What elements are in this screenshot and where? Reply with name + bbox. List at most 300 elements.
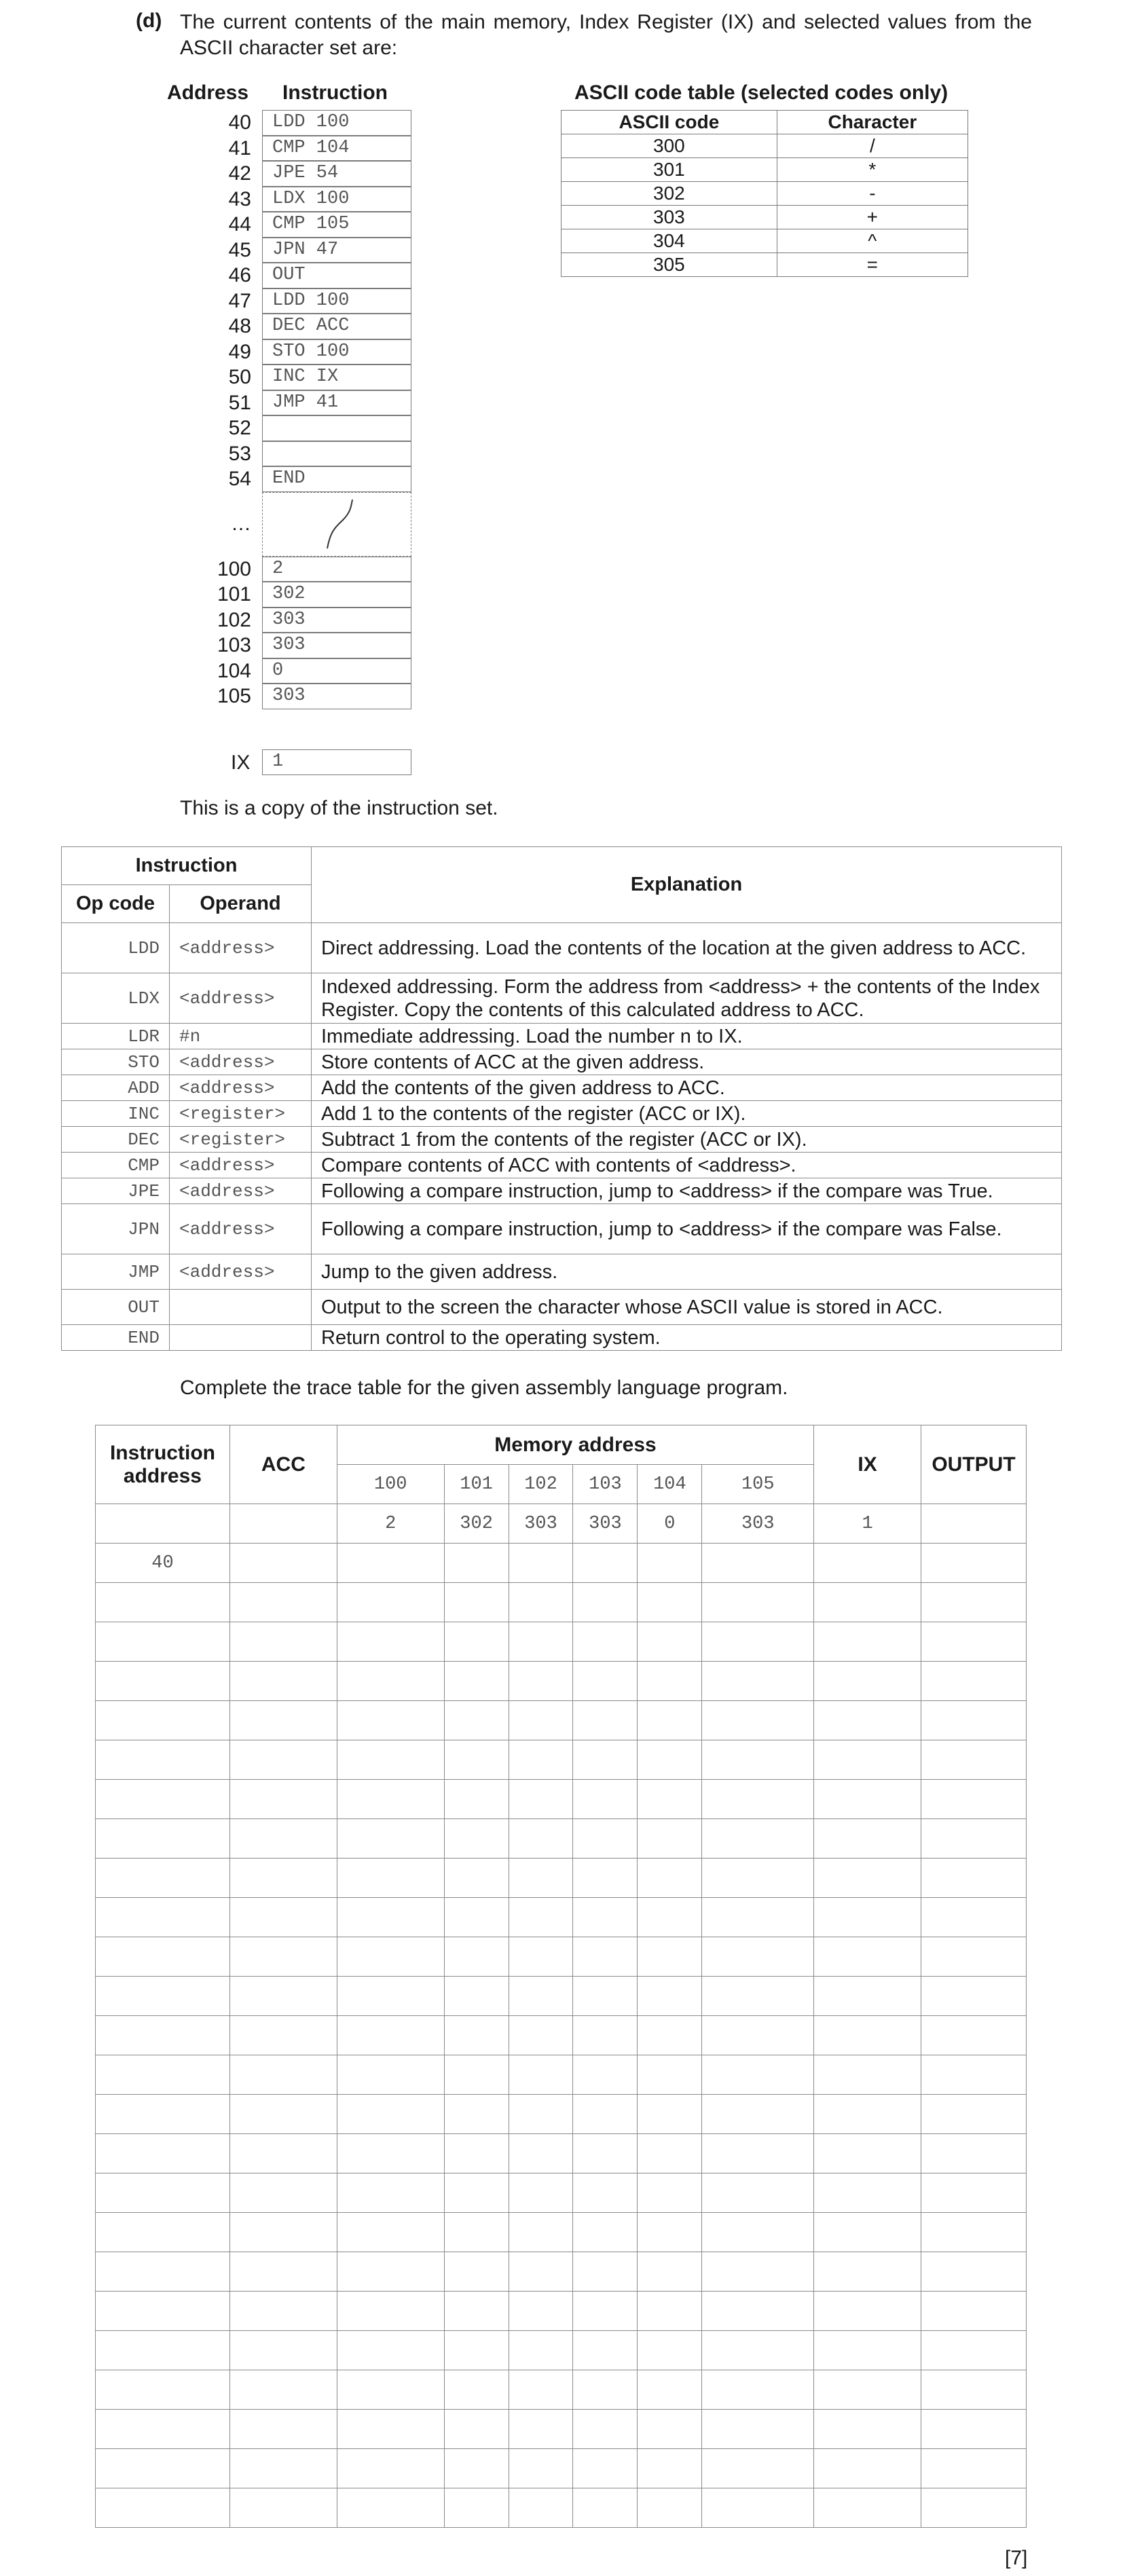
trace-cell[interactable] bbox=[638, 2370, 702, 2410]
trace-cell[interactable] bbox=[921, 2055, 1026, 2095]
ascii-code-header: ASCII code bbox=[562, 111, 777, 134]
trace-cell[interactable] bbox=[573, 2134, 638, 2173]
trace-cell[interactable] bbox=[814, 2370, 921, 2410]
trace-cell[interactable] bbox=[509, 1977, 573, 2016]
trace-cell[interactable] bbox=[96, 1898, 230, 1937]
trace-cell[interactable] bbox=[638, 2449, 702, 2488]
trace-cell[interactable] bbox=[509, 2410, 573, 2449]
trace-cell[interactable] bbox=[638, 1583, 702, 1622]
trace-cell[interactable] bbox=[814, 2488, 921, 2528]
trace-cell[interactable] bbox=[638, 1819, 702, 1859]
trace-cell[interactable] bbox=[814, 2252, 921, 2292]
trace-cell[interactable] bbox=[444, 1583, 509, 1622]
trace-cell[interactable] bbox=[96, 2095, 230, 2134]
trace-row bbox=[96, 2488, 1027, 2528]
trace-cell[interactable] bbox=[814, 2331, 921, 2370]
trace-cell[interactable] bbox=[702, 1622, 814, 1662]
trace-cell[interactable] bbox=[573, 2055, 638, 2095]
trace-cell[interactable] bbox=[921, 1544, 1026, 1583]
trace-cell[interactable] bbox=[702, 2055, 814, 2095]
trace-cell[interactable] bbox=[444, 1977, 509, 2016]
trace-cell[interactable] bbox=[229, 2016, 337, 2055]
trace-cell[interactable] bbox=[337, 1937, 444, 1977]
trace-cell[interactable] bbox=[814, 2213, 921, 2252]
trace-cell[interactable] bbox=[921, 2370, 1026, 2410]
question-label: (d) bbox=[136, 10, 162, 32]
trace-cell[interactable] bbox=[814, 2449, 921, 2488]
trace-cell[interactable] bbox=[229, 2173, 337, 2213]
trace-row bbox=[96, 1898, 1027, 1937]
trace-cell[interactable] bbox=[96, 2370, 230, 2410]
trace-cell[interactable] bbox=[638, 2410, 702, 2449]
trace-cell[interactable] bbox=[444, 2055, 509, 2095]
trace-cell[interactable] bbox=[509, 1859, 573, 1898]
trace-cell[interactable] bbox=[509, 2055, 573, 2095]
trace-cell[interactable] bbox=[337, 1780, 444, 1819]
trace-cell[interactable] bbox=[96, 2410, 230, 2449]
trace-cell[interactable] bbox=[96, 1740, 230, 1780]
trace-cell[interactable] bbox=[638, 2331, 702, 2370]
trace-cell[interactable] bbox=[96, 2173, 230, 2213]
trace-cell[interactable] bbox=[337, 1662, 444, 1701]
trace-cell[interactable] bbox=[337, 2331, 444, 2370]
trace-cell[interactable] bbox=[229, 2410, 337, 2449]
trace-cell[interactable] bbox=[921, 2252, 1026, 2292]
ascii-char: / bbox=[777, 134, 968, 158]
memory-address: 51 bbox=[228, 391, 251, 414]
trace-cell[interactable] bbox=[444, 1740, 509, 1780]
trace-cell[interactable] bbox=[444, 1859, 509, 1898]
trace-cell[interactable] bbox=[444, 2488, 509, 2528]
trace-cell[interactable] bbox=[638, 1780, 702, 1819]
trace-cell[interactable] bbox=[814, 1859, 921, 1898]
trace-cell[interactable] bbox=[638, 2095, 702, 2134]
memory-address: 49 bbox=[228, 340, 251, 363]
trace-cell[interactable] bbox=[337, 1583, 444, 1622]
trace-cell[interactable] bbox=[573, 2488, 638, 2528]
trace-cell[interactable] bbox=[573, 1859, 638, 1898]
trace-cell[interactable] bbox=[337, 2292, 444, 2331]
operand: <address> bbox=[170, 1153, 312, 1178]
trace-cell[interactable] bbox=[702, 2410, 814, 2449]
ascii-row bbox=[562, 229, 968, 253]
trace-cell[interactable] bbox=[702, 2095, 814, 2134]
trace-cell[interactable] bbox=[814, 1662, 921, 1701]
trace-cell[interactable] bbox=[96, 1701, 230, 1740]
trace-cell[interactable] bbox=[337, 2134, 444, 2173]
trace-cell[interactable] bbox=[509, 1740, 573, 1780]
trace-cell[interactable] bbox=[444, 2331, 509, 2370]
trace-cell[interactable] bbox=[337, 2213, 444, 2252]
instruction-header: Instruction bbox=[62, 847, 312, 885]
trace-cell[interactable] bbox=[702, 1544, 814, 1583]
trace-cell[interactable] bbox=[444, 2410, 509, 2449]
trace-cell[interactable] bbox=[337, 2055, 444, 2095]
trace-initial-row bbox=[96, 1504, 1027, 1544]
opcode: JMP bbox=[62, 1254, 170, 1290]
trace-cell[interactable] bbox=[229, 2213, 337, 2252]
trace-cell[interactable] bbox=[573, 2449, 638, 2488]
memory-column-header: 104 bbox=[638, 1465, 702, 1504]
trace-cell[interactable] bbox=[337, 2370, 444, 2410]
character-header: Character bbox=[777, 111, 968, 134]
trace-cell[interactable] bbox=[229, 1504, 337, 1544]
trace-cell[interactable] bbox=[96, 1859, 230, 1898]
trace-cell[interactable] bbox=[509, 2331, 573, 2370]
trace-cell[interactable] bbox=[337, 1977, 444, 2016]
trace-cell[interactable] bbox=[444, 1780, 509, 1819]
trace-cell[interactable] bbox=[814, 1977, 921, 2016]
trace-cell[interactable] bbox=[573, 2095, 638, 2134]
trace-cell[interactable] bbox=[509, 1898, 573, 1937]
instruction-row bbox=[62, 1049, 1062, 1075]
trace-cell[interactable] bbox=[814, 2292, 921, 2331]
trace-cell[interactable] bbox=[229, 1740, 337, 1780]
trace-cell[interactable] bbox=[573, 1977, 638, 2016]
memory-address: 103 bbox=[217, 634, 251, 656]
trace-cell[interactable] bbox=[444, 1819, 509, 1859]
trace-cell[interactable] bbox=[337, 2173, 444, 2213]
memory-column-header: 105 bbox=[702, 1465, 814, 1504]
trace-cell[interactable] bbox=[444, 2095, 509, 2134]
trace-cell[interactable] bbox=[229, 1583, 337, 1622]
trace-cell[interactable] bbox=[921, 1583, 1026, 1622]
trace-cell[interactable] bbox=[229, 2095, 337, 2134]
trace-cell[interactable] bbox=[638, 1977, 702, 2016]
trace-cell[interactable] bbox=[444, 2449, 509, 2488]
trace-cell[interactable] bbox=[509, 1780, 573, 1819]
trace-cell[interactable] bbox=[702, 1937, 814, 1977]
trace-cell[interactable] bbox=[921, 1740, 1026, 1780]
trace-cell[interactable] bbox=[96, 2055, 230, 2095]
trace-cell[interactable] bbox=[229, 2055, 337, 2095]
trace-cell[interactable] bbox=[638, 2016, 702, 2055]
trace-cell[interactable] bbox=[96, 2488, 230, 2528]
trace-cell[interactable] bbox=[573, 1740, 638, 1780]
trace-cell[interactable] bbox=[509, 1662, 573, 1701]
memory-gap bbox=[262, 492, 411, 557]
trace-cell[interactable] bbox=[229, 2370, 337, 2410]
trace-cell[interactable] bbox=[702, 1977, 814, 2016]
trace-cell[interactable] bbox=[509, 1937, 573, 1977]
trace-cell[interactable] bbox=[814, 1780, 921, 1819]
trace-cell[interactable] bbox=[921, 2331, 1026, 2370]
trace-cell[interactable] bbox=[638, 1662, 702, 1701]
trace-cell[interactable] bbox=[573, 1701, 638, 1740]
trace-cell[interactable] bbox=[229, 1937, 337, 1977]
trace-row bbox=[96, 1937, 1027, 1977]
trace-cell[interactable] bbox=[921, 2410, 1026, 2449]
trace-cell[interactable] bbox=[702, 1583, 814, 1622]
trace-cell[interactable] bbox=[638, 2252, 702, 2292]
trace-cell[interactable] bbox=[444, 2252, 509, 2292]
trace-cell[interactable] bbox=[509, 2252, 573, 2292]
trace-cell[interactable] bbox=[921, 1859, 1026, 1898]
trace-cell[interactable] bbox=[444, 1701, 509, 1740]
instruction-row bbox=[62, 1204, 1062, 1254]
memory-address: 52 bbox=[228, 417, 251, 439]
trace-cell[interactable] bbox=[444, 2292, 509, 2331]
trace-cell[interactable] bbox=[229, 1859, 337, 1898]
trace-cell[interactable] bbox=[573, 1780, 638, 1819]
trace-cell[interactable] bbox=[96, 2016, 230, 2055]
trace-cell[interactable] bbox=[702, 1662, 814, 1701]
trace-cell[interactable] bbox=[638, 1740, 702, 1780]
trace-cell[interactable] bbox=[96, 1819, 230, 1859]
explanation: Following a compare instruction, jump to <address> if the compare was False. bbox=[312, 1204, 1062, 1254]
trace-cell[interactable] bbox=[573, 2173, 638, 2213]
trace-cell[interactable] bbox=[702, 2213, 814, 2252]
trace-cell[interactable] bbox=[509, 1701, 573, 1740]
trace-cell[interactable] bbox=[337, 1701, 444, 1740]
trace-cell[interactable] bbox=[702, 2134, 814, 2173]
trace-cell[interactable] bbox=[573, 2213, 638, 2252]
trace-cell[interactable] bbox=[814, 2410, 921, 2449]
opcode: INC bbox=[62, 1101, 170, 1127]
trace-cell[interactable] bbox=[444, 1937, 509, 1977]
trace-cell[interactable] bbox=[337, 2410, 444, 2449]
trace-cell[interactable] bbox=[96, 1977, 230, 2016]
trace-cell[interactable] bbox=[96, 1583, 230, 1622]
trace-cell[interactable] bbox=[229, 2134, 337, 2173]
trace-cell[interactable] bbox=[638, 2213, 702, 2252]
trace-cell[interactable] bbox=[814, 2016, 921, 2055]
trace-cell[interactable] bbox=[229, 1819, 337, 1859]
trace-cell[interactable] bbox=[814, 2173, 921, 2213]
trace-cell[interactable] bbox=[444, 1898, 509, 1937]
trace-cell[interactable] bbox=[229, 2488, 337, 2528]
trace-cell[interactable] bbox=[638, 2173, 702, 2213]
trace-cell[interactable] bbox=[921, 1977, 1026, 2016]
trace-first-instruction[interactable]: 40 bbox=[96, 1544, 230, 1583]
trace-cell[interactable] bbox=[573, 1662, 638, 1701]
trace-cell[interactable] bbox=[509, 2016, 573, 2055]
trace-cell[interactable] bbox=[573, 2292, 638, 2331]
trace-cell[interactable] bbox=[96, 2252, 230, 2292]
trace-cell[interactable] bbox=[921, 1504, 1026, 1544]
trace-cell[interactable] bbox=[921, 2173, 1026, 2213]
trace-cell[interactable] bbox=[229, 2252, 337, 2292]
trace-cell[interactable] bbox=[921, 2449, 1026, 2488]
memory-cell: LDD 100 bbox=[262, 288, 411, 314]
trace-cell[interactable] bbox=[702, 1780, 814, 1819]
trace-cell[interactable] bbox=[96, 1662, 230, 1701]
trace-cell[interactable] bbox=[638, 1701, 702, 1740]
memory-address: 46 bbox=[228, 264, 251, 286]
trace-cell[interactable] bbox=[814, 1937, 921, 1977]
trace-cell[interactable] bbox=[337, 2016, 444, 2055]
trace-cell[interactable] bbox=[337, 1859, 444, 1898]
trace-cell[interactable] bbox=[702, 1898, 814, 1937]
trace-cell[interactable] bbox=[509, 2134, 573, 2173]
trace-initial-memory: 303 bbox=[702, 1504, 814, 1544]
trace-cell[interactable] bbox=[96, 1622, 230, 1662]
trace-cell[interactable] bbox=[921, 1662, 1026, 1701]
trace-cell[interactable] bbox=[573, 1898, 638, 1937]
trace-cell[interactable] bbox=[921, 1819, 1026, 1859]
trace-cell[interactable] bbox=[814, 1898, 921, 1937]
opcode: STO bbox=[62, 1049, 170, 1075]
trace-cell[interactable] bbox=[573, 1622, 638, 1662]
trace-cell[interactable] bbox=[96, 2449, 230, 2488]
trace-cell[interactable] bbox=[229, 1701, 337, 1740]
memory-column-header: 101 bbox=[444, 1465, 509, 1504]
instruction-row bbox=[62, 1178, 1062, 1204]
trace-cell[interactable] bbox=[229, 1977, 337, 2016]
trace-cell[interactable] bbox=[509, 1622, 573, 1662]
trace-cell[interactable] bbox=[229, 2449, 337, 2488]
trace-cell[interactable] bbox=[814, 1701, 921, 1740]
trace-cell[interactable] bbox=[573, 2016, 638, 2055]
trace-cell[interactable] bbox=[229, 1622, 337, 1662]
trace-cell[interactable] bbox=[96, 1504, 230, 1544]
trace-cell[interactable] bbox=[96, 1937, 230, 1977]
trace-cell[interactable] bbox=[702, 1740, 814, 1780]
trace-cell[interactable] bbox=[702, 2331, 814, 2370]
trace-cell[interactable] bbox=[638, 1937, 702, 1977]
trace-cell[interactable] bbox=[921, 2292, 1026, 2331]
trace-cell[interactable] bbox=[337, 1544, 444, 1583]
trace-cell[interactable] bbox=[229, 2331, 337, 2370]
trace-cell[interactable] bbox=[814, 1740, 921, 1780]
trace-cell[interactable] bbox=[573, 1937, 638, 1977]
trace-cell[interactable] bbox=[229, 1544, 337, 1583]
opcode: DEC bbox=[62, 1127, 170, 1153]
ascii-row bbox=[562, 158, 968, 182]
trace-cell[interactable] bbox=[444, 1662, 509, 1701]
trace-cell[interactable] bbox=[229, 1662, 337, 1701]
trace-cell[interactable] bbox=[814, 1583, 921, 1622]
break-squiggle bbox=[263, 493, 410, 555]
trace-cell[interactable] bbox=[337, 1898, 444, 1937]
trace-cell[interactable] bbox=[638, 2134, 702, 2173]
trace-cell[interactable] bbox=[444, 1544, 509, 1583]
trace-cell[interactable] bbox=[638, 1622, 702, 1662]
trace-cell[interactable] bbox=[814, 1819, 921, 1859]
trace-cell[interactable] bbox=[814, 2134, 921, 2173]
trace-cell[interactable] bbox=[444, 2213, 509, 2252]
trace-cell[interactable] bbox=[509, 2292, 573, 2331]
trace-cell[interactable] bbox=[702, 2292, 814, 2331]
trace-cell[interactable] bbox=[702, 2173, 814, 2213]
trace-cell[interactable] bbox=[573, 2331, 638, 2370]
operand: <address> bbox=[170, 1049, 312, 1075]
trace-cell[interactable] bbox=[921, 1622, 1026, 1662]
trace-cell[interactable] bbox=[638, 1898, 702, 1937]
trace-cell[interactable] bbox=[444, 1622, 509, 1662]
trace-cell[interactable] bbox=[337, 1819, 444, 1859]
trace-cell[interactable] bbox=[921, 1937, 1026, 1977]
operand: <address> bbox=[170, 923, 312, 973]
trace-cell[interactable] bbox=[509, 1819, 573, 1859]
trace-cell[interactable] bbox=[702, 1859, 814, 1898]
trace-cell[interactable] bbox=[229, 1780, 337, 1819]
trace-cell[interactable] bbox=[573, 1583, 638, 1622]
trace-cell[interactable] bbox=[337, 1740, 444, 1780]
memory-address: 41 bbox=[228, 136, 251, 160]
trace-cell[interactable] bbox=[638, 1859, 702, 1898]
trace-cell[interactable] bbox=[921, 2213, 1026, 2252]
trace-cell[interactable] bbox=[921, 2095, 1026, 2134]
trace-cell[interactable] bbox=[509, 2370, 573, 2410]
trace-cell[interactable] bbox=[337, 2449, 444, 2488]
trace-cell[interactable] bbox=[337, 1622, 444, 1662]
trace-row bbox=[96, 1622, 1027, 1662]
trace-cell[interactable] bbox=[702, 2488, 814, 2528]
trace-cell[interactable] bbox=[702, 2252, 814, 2292]
trace-cell[interactable] bbox=[96, 2331, 230, 2370]
trace-cell[interactable] bbox=[444, 2370, 509, 2410]
trace-cell[interactable] bbox=[702, 1701, 814, 1740]
trace-cell[interactable] bbox=[921, 1898, 1026, 1937]
trace-cell[interactable] bbox=[444, 2134, 509, 2173]
opcode: CMP bbox=[62, 1153, 170, 1178]
trace-cell[interactable] bbox=[444, 2173, 509, 2213]
trace-cell[interactable] bbox=[814, 1544, 921, 1583]
trace-table bbox=[95, 1425, 1027, 2528]
trace-cell[interactable] bbox=[96, 1780, 230, 1819]
trace-cell[interactable] bbox=[509, 2095, 573, 2134]
trace-cell[interactable] bbox=[814, 2095, 921, 2134]
trace-cell[interactable] bbox=[509, 2488, 573, 2528]
trace-cell[interactable] bbox=[921, 1780, 1026, 1819]
trace-cell[interactable] bbox=[96, 2292, 230, 2331]
trace-cell[interactable] bbox=[229, 1898, 337, 1937]
trace-cell[interactable] bbox=[96, 2213, 230, 2252]
trace-cell[interactable] bbox=[921, 2016, 1026, 2055]
trace-cell[interactable] bbox=[638, 2488, 702, 2528]
trace-cell[interactable] bbox=[509, 1544, 573, 1583]
trace-cell[interactable] bbox=[638, 2055, 702, 2095]
trace-cell[interactable] bbox=[509, 2173, 573, 2213]
memory-address: 43 bbox=[228, 187, 251, 210]
trace-cell[interactable] bbox=[509, 1583, 573, 1622]
instruction-row bbox=[62, 1325, 1062, 1351]
trace-cell[interactable] bbox=[573, 2370, 638, 2410]
ascii-code: 302 bbox=[562, 182, 777, 206]
trace-cell[interactable] bbox=[573, 1819, 638, 1859]
trace-cell[interactable] bbox=[638, 1544, 702, 1583]
trace-cell[interactable] bbox=[96, 2134, 230, 2173]
trace-cell[interactable] bbox=[702, 2449, 814, 2488]
trace-row bbox=[96, 1859, 1027, 1898]
memory-cell: CMP 105 bbox=[262, 212, 411, 238]
trace-cell[interactable] bbox=[921, 1701, 1026, 1740]
explanation: Immediate addressing. Load the number n to IX. bbox=[312, 1024, 1062, 1049]
trace-cell[interactable] bbox=[921, 2488, 1026, 2528]
trace-cell[interactable] bbox=[814, 1622, 921, 1662]
trace-cell[interactable] bbox=[702, 2370, 814, 2410]
opcode: JPE bbox=[62, 1178, 170, 1204]
trace-cell[interactable] bbox=[337, 2252, 444, 2292]
trace-cell[interactable] bbox=[573, 1544, 638, 1583]
trace-cell[interactable] bbox=[573, 2252, 638, 2292]
trace-cell[interactable] bbox=[702, 2016, 814, 2055]
instruction-set-intro: This is a copy of the instruction set. bbox=[180, 797, 498, 819]
trace-cell[interactable] bbox=[337, 2488, 444, 2528]
trace-cell[interactable] bbox=[229, 2292, 337, 2331]
trace-cell[interactable] bbox=[814, 2055, 921, 2095]
trace-cell[interactable] bbox=[921, 2134, 1026, 2173]
trace-cell[interactable] bbox=[702, 1819, 814, 1859]
memory-cell: INC IX bbox=[262, 365, 411, 390]
trace-cell[interactable] bbox=[509, 2213, 573, 2252]
trace-cell[interactable] bbox=[509, 2449, 573, 2488]
trace-cell[interactable] bbox=[337, 2095, 444, 2134]
trace-cell[interactable] bbox=[638, 2292, 702, 2331]
trace-cell[interactable] bbox=[573, 2410, 638, 2449]
trace-cell[interactable] bbox=[444, 2016, 509, 2055]
